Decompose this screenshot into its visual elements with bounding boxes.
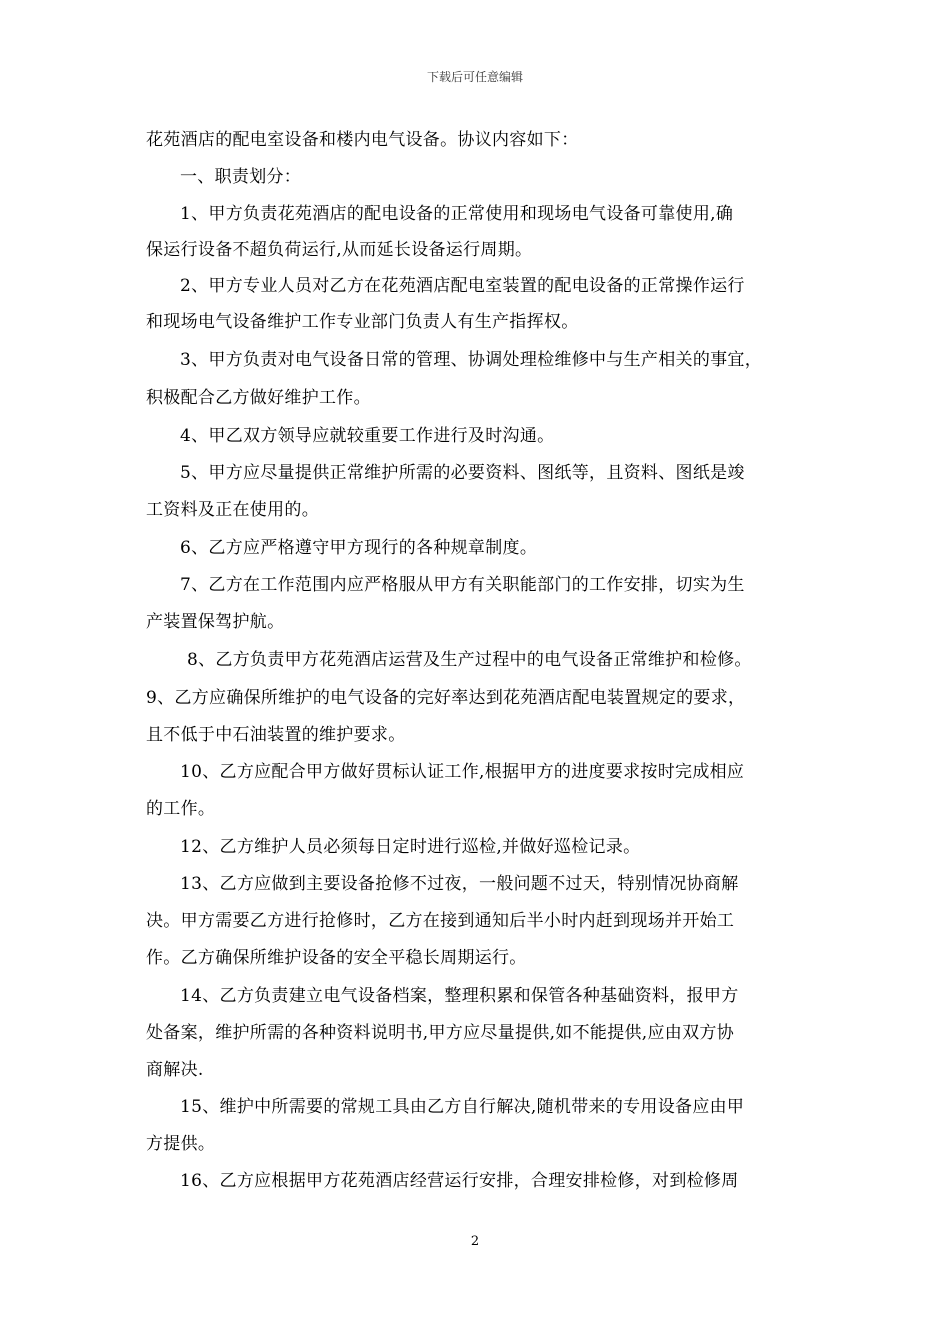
- text-line: 4、甲乙双方领导应就较重要工作进行及时沟通。: [180, 426, 555, 446]
- text-line: 5、甲方应尽量提供正常维护所需的必要资料、图纸等，且资料、图纸是竣: [180, 463, 745, 483]
- text-line: 14、乙方负责建立电气设备档案，整理积累和保管各种基础资料，报甲方: [180, 986, 739, 1006]
- text-line: 积极配合乙方做好维护工作。: [146, 388, 371, 408]
- text-line: 且不低于中石油装置的维护要求。: [146, 725, 406, 745]
- text-line: 决。甲方需要乙方进行抢修时，乙方在接到通知后半小时内赶到现场并开始工: [146, 911, 735, 931]
- text-line: 9、乙方应确保所维护的电气设备的完好率达到花苑酒店配电装置规定的要求，: [146, 688, 746, 708]
- text-line: 7、乙方在工作范围内应严格服从甲方有关职能部门的工作安排，切实为生: [180, 575, 745, 595]
- text-line: 6、乙方应严格遵守甲方现行的各种规章制度。: [180, 538, 538, 558]
- text-line: 12、乙方维护人员必须每日定时进行巡检,并做好巡检记录。: [180, 837, 641, 857]
- page-header: 下载后可任意编辑: [426, 70, 523, 84]
- text-line: 方提供。: [146, 1134, 216, 1154]
- section-heading: 一、职责划分：: [180, 167, 302, 187]
- page-number: 2: [470, 1234, 480, 1249]
- text-line: 工资料及正在使用的。: [146, 500, 319, 520]
- text-line: 2、甲方专业人员对乙方在花苑酒店配电室装置的配电设备的正常操作运行: [180, 276, 745, 296]
- text-line: 3、甲方负责对电气设备日常的管理、协调处理检维修中与生产相关的事宜，: [180, 350, 763, 370]
- text-line: 15、维护中所需要的常规工具由乙方自行解决,随机带来的专用设备应由甲: [180, 1097, 745, 1117]
- text-line: 16、乙方应根据甲方花苑酒店经营运行安排，合理安排检修，对到检修周: [180, 1171, 739, 1191]
- text-line: 13、乙方应做到主要设备抢修不过夜，一般问题不过天，特别情况协商解: [180, 874, 739, 894]
- text-line: 花苑酒店的配电室设备和楼内电气设备。协议内容如下：: [146, 130, 579, 150]
- text-line: 8、乙方负责甲方花苑酒店运营及生产过程中的电气设备正常维护和检修。: [187, 650, 752, 670]
- text-line: 的工作。: [146, 799, 216, 819]
- text-line: 商解决.: [146, 1060, 204, 1080]
- text-line: 10、乙方应配合甲方做好贯标认证工作,根据甲方的进度要求按时完成相应: [180, 762, 745, 782]
- text-line: 产装置保驾护航。: [146, 612, 285, 632]
- text-line: 作。乙方确保所维护设备的安全平稳长周期运行。: [146, 948, 527, 968]
- text-line: 和现场电气设备维护工作专业部门负责人有生产指挥权。: [146, 312, 579, 332]
- text-line: 处备案，维护所需的各种资料说明书,甲方应尽量提供,如不能提供,应由双方协: [146, 1023, 735, 1043]
- text-line: 1、甲方负责花苑酒店的配电设备的正常使用和现场电气设备可靠使用,确: [180, 204, 734, 224]
- text-line: 保运行设备不超负荷运行,从而延长设备运行周期。: [146, 240, 533, 260]
